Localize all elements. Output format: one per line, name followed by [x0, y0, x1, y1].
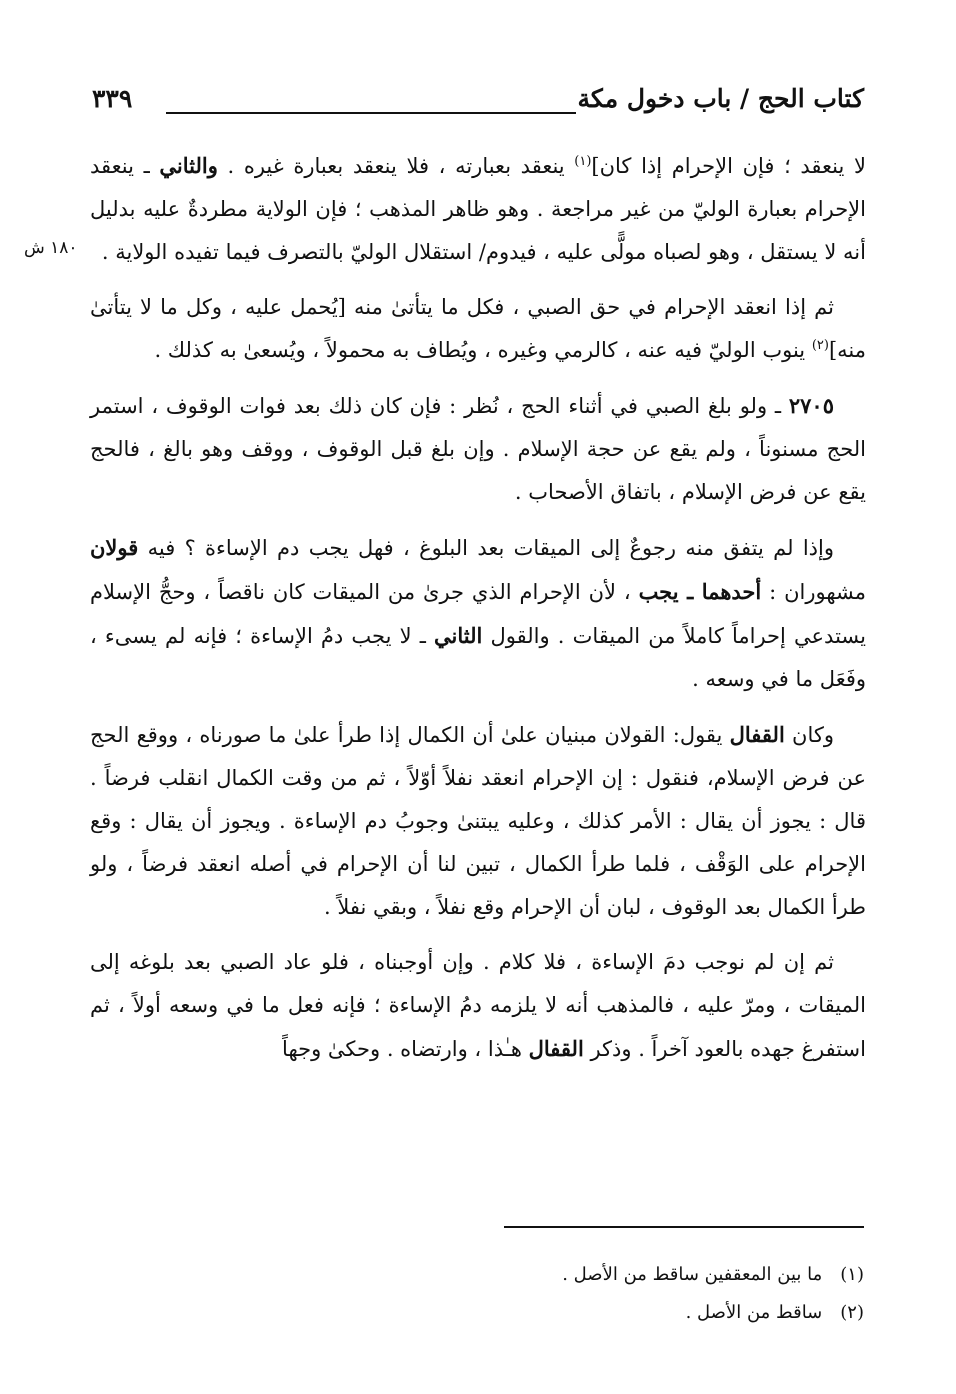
footnote-ref-1: (١) [574, 154, 592, 169]
footnotes [364, 1256, 864, 1332]
text-span: ينعقد بعبارته ، فلا ينعقد بعبارة غيره . [217, 154, 575, 178]
footnote-text: ساقط من الأصل . [685, 1302, 823, 1323]
page-header [92, 84, 864, 126]
paragraph-4 [90, 526, 866, 701]
bold-term: الثاني [434, 623, 483, 648]
footnote-ref-2: (٢) [811, 338, 829, 353]
bold-term: القفال [528, 1036, 584, 1061]
footnote-2 [364, 1294, 864, 1332]
text-span: لا ينعقد ؛ فإن الإحرام إذا كان] [591, 154, 866, 178]
text-span: هـٰذا ، وارتضاه . وحكىٰ وجهاً [282, 1037, 529, 1061]
footnote-number: (٢) [840, 1302, 864, 1323]
text-span: وإذا لم يتفق منه رجوعٌ إلى الميقات بعد البلوغ ، فهل يجب دم الإساءة ؟ فيه [138, 536, 834, 560]
header-rule [166, 112, 576, 114]
text-span: ـ ينعقد الإحرام بعبارة الوليّ من غير مراجعة . وهو ظاهر المذهب ؛ فإن الولاية مطردةٌ عليه بدليل أنه لا يستقل ، وهو لصباه مولًّى عليه ، فيدوم/ استقلال الوليّ بالتصرف فيما تفيده الولاية . [90, 154, 866, 264]
text-span: وكان [784, 723, 834, 747]
footnote-1 [364, 1256, 864, 1294]
running-title: كتاب الحج / باب دخول مكة [577, 84, 864, 113]
margin-note: ١٨٠ ش [24, 238, 78, 258]
footnote-separator [504, 1226, 864, 1228]
footnote-number: (١) [840, 1264, 864, 1285]
bold-term: والثاني [159, 153, 218, 178]
main-text [90, 144, 866, 1083]
page-number: ٣٣٩ [92, 84, 133, 113]
text-span: ينوب الوليّ فيه عنه ، كالرمي وغيره ، ويُطاف به محمولاً ، ويُسعىٰ به كذلك . [154, 338, 812, 362]
bold-term: قولان [90, 535, 139, 560]
text-span: ـ لا يجب دمُ الإساءة ؛ فإنه لم يسىء ، وفَعَل ما في وسعه . [90, 624, 866, 691]
bold-term: أحدهما ـ يجب [638, 579, 762, 604]
text-span: ، لأن الإحرام الذي جرىٰ من الميقات كان ناقصاً ، وحجُّ الإسلام يستدعي إحراماً كاملاً من الميقات . والقول [90, 580, 866, 648]
paragraph-1 [90, 144, 866, 274]
paragraph-3 [90, 384, 866, 514]
footnote-text: ما بين المعقفين ساقط من الأصل . [562, 1264, 823, 1285]
text-span: يقول: القولان مبنيان علىٰ أن الكمال إذا طرأ علىٰ ما صورناه ، ووقع الحج عن فرض الإسلام، فنقول : إن الإحرام انعقد نفلاً أوّلاً ، ثم من وقت الكمال انقلب فرضاً . قال : يجوز أن يقال : الأمر كذلك ، وعليه يبتنىٰ وجوبُ دم الإساءة . ويجوز أن يقال : وقع الإحرام على الوَقْف ، فلما طرأ الكمال ، تبين لنا أن الإحرام في أصله انعقد فرضاً ، ولو طرأ الكمال بعد الوقوف ، لبان أن الإحرام وقع نفلاً ، وبقي نفلاً . [90, 723, 866, 919]
text-span: ـ ولو بلغ الصبي في أثناء الحج ، نُظر : فإن كان ذلك بعد فوات الوقوف ، استمر الحج مسنوناً ، ولم يقع عن حجة الإسلام . وإن بلغ قبل الوقوف ، ووقف وهو بالغ ، فالحج يقع عن فرض الإسلام ، باتفاق الأصحاب . [90, 394, 866, 504]
text-span: ثم إذا انعقد الإحرام في حق الصبي ، فكل ما يتأتىٰ منه [يُحمل عليه ، وكل ما لا يتأتىٰ منه] [90, 295, 866, 362]
paragraph-2 [90, 286, 866, 372]
text-span: مشهوران : [761, 580, 866, 604]
paragraph-5 [90, 713, 866, 929]
bold-term: القفال [729, 722, 785, 747]
paragraph-6 [90, 941, 866, 1071]
issue-number: ٢٧٠٥ [788, 393, 834, 418]
text-span: ثم إن لم نوجب دمَ الإساءة ، فلا كلام . وإن أوجبناه ، فلو عاد الصبي بعد بلوغه إلى الميقات ، ومرّ عليه ، فالمذهب أنه لا يلزمه دمُ الإساءة ؛ فإنه فعل ما في وسعه أولاً ، ثم استفرغ جهده بالعود آخراً . وذكر [90, 950, 866, 1061]
